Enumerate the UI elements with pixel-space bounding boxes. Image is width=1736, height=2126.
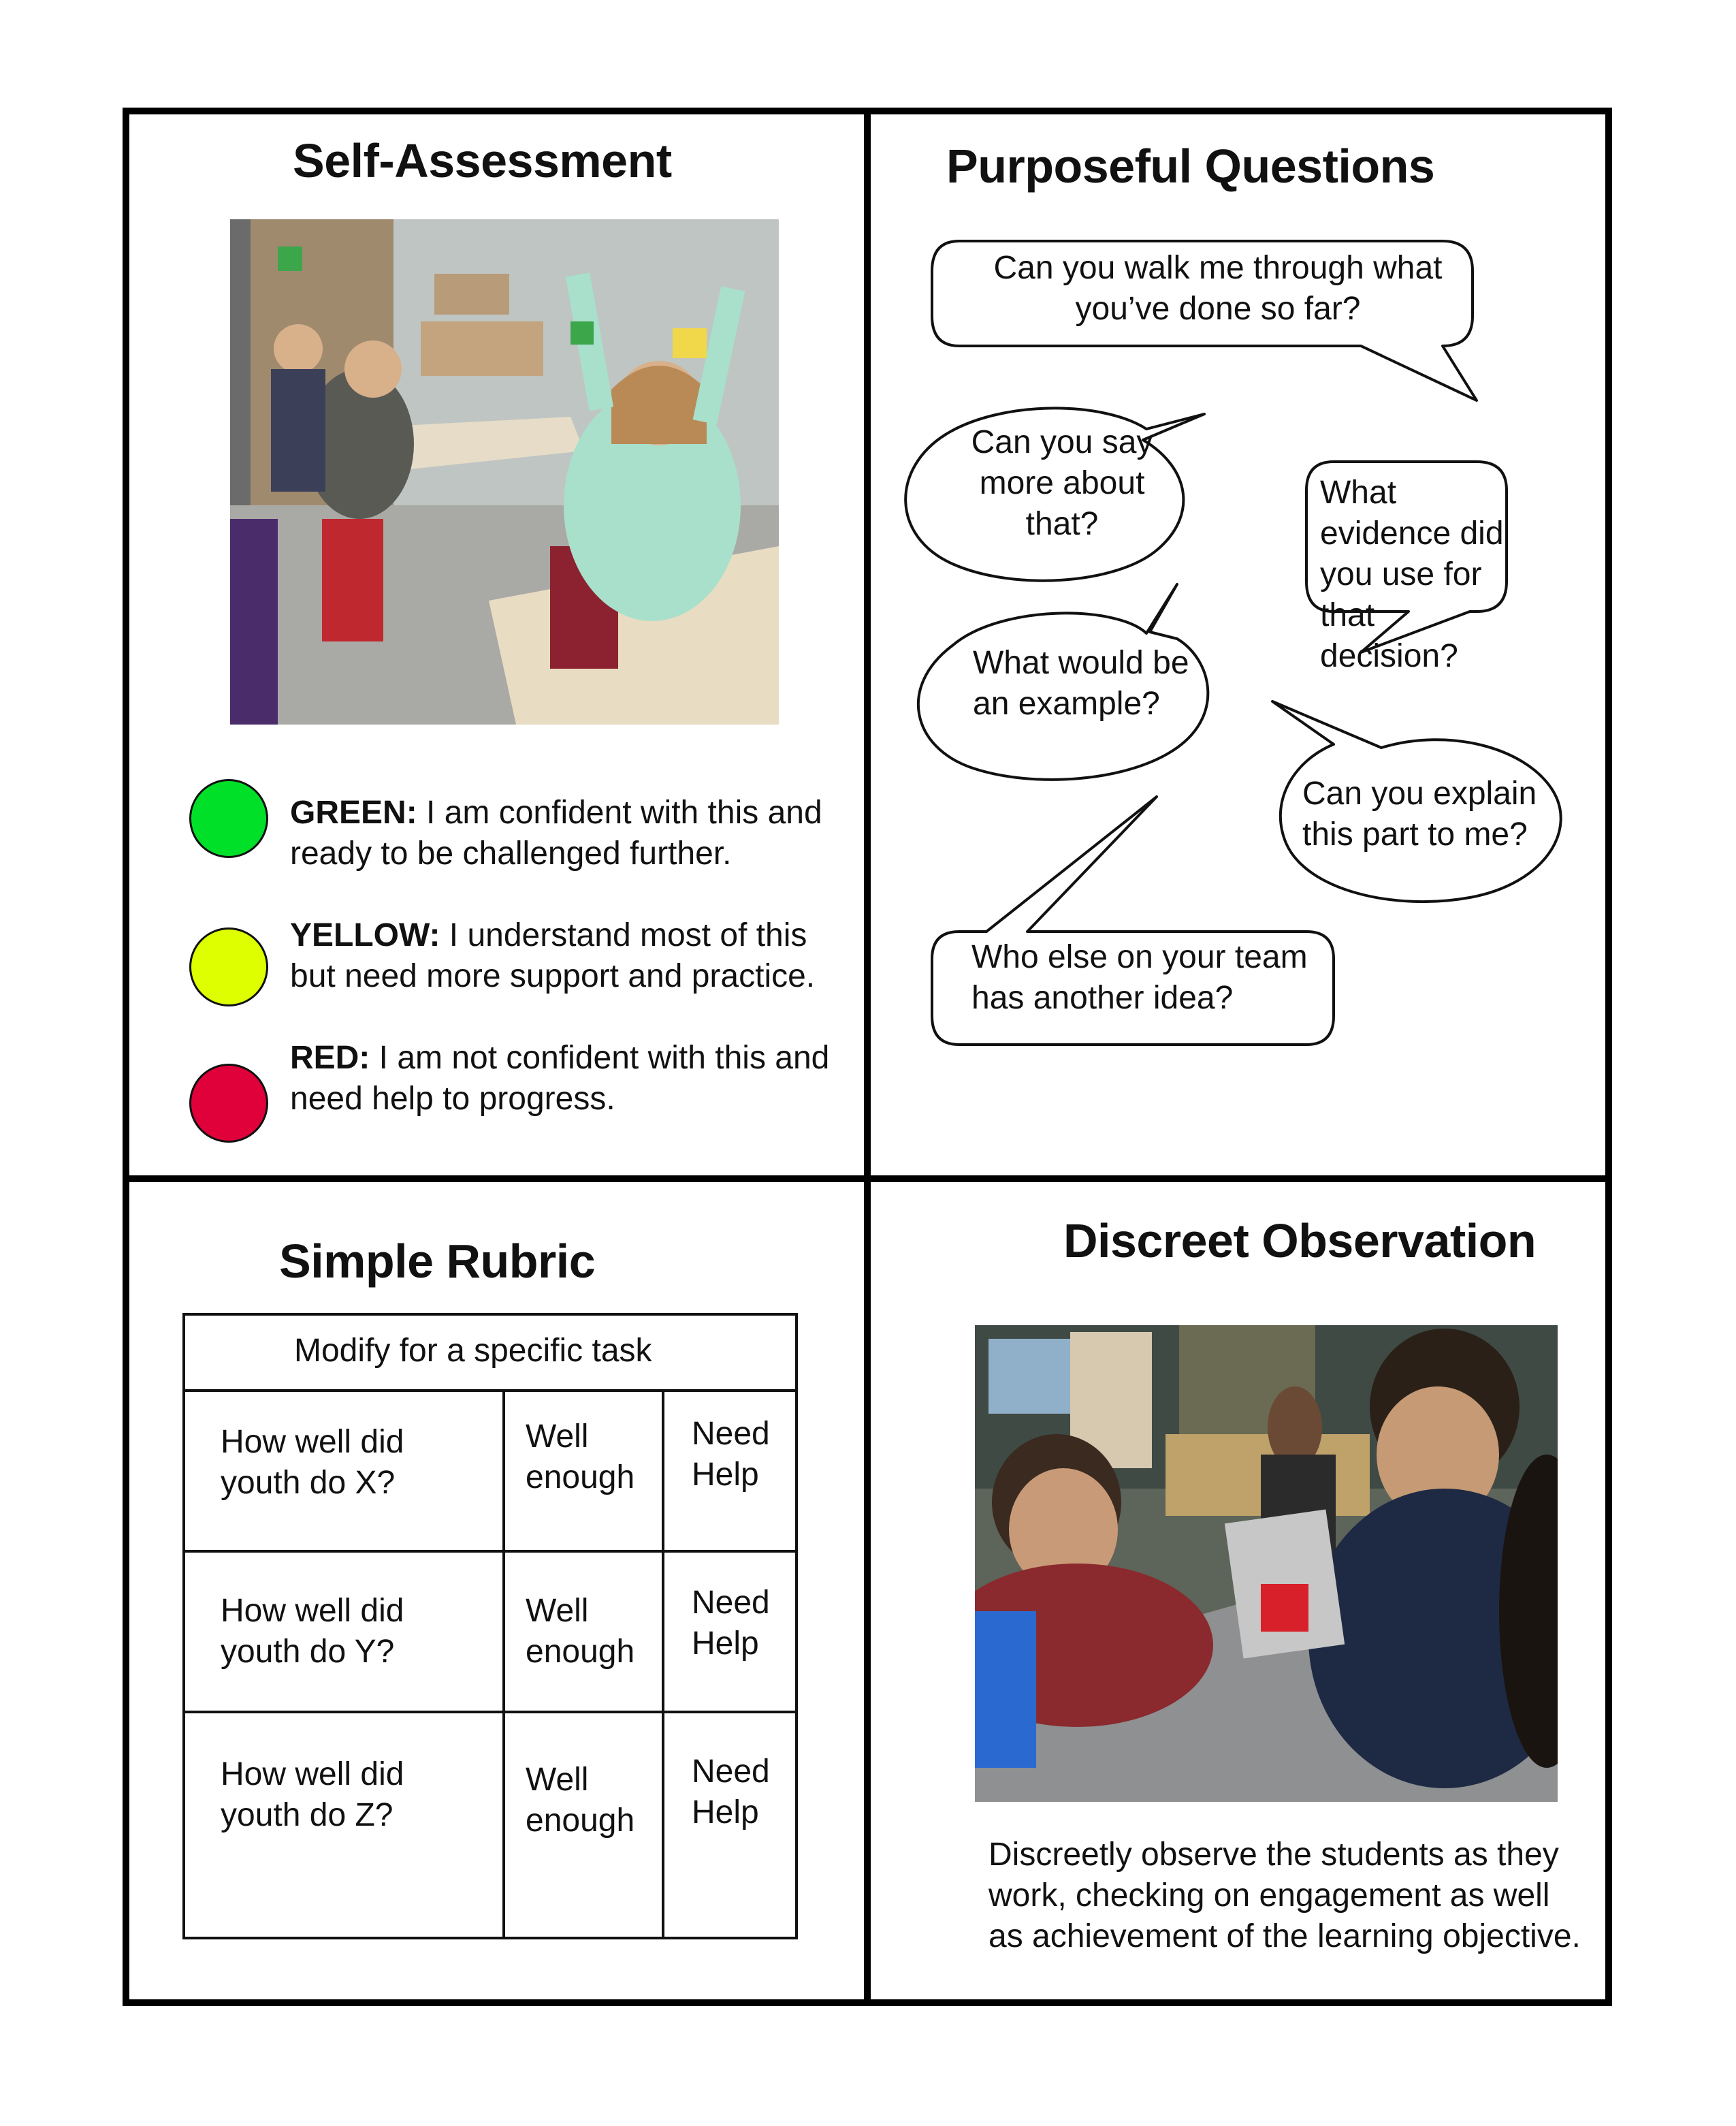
rubric-row-1-need-help: Need Help: [692, 1416, 770, 1493]
rubric-table: [182, 1313, 798, 1939]
rubric-header: Modify for a specific task: [294, 1333, 652, 1369]
yellow-circle-icon: [189, 927, 268, 1006]
simple-rubric-title: Simple Rubric: [279, 1235, 596, 1288]
self-assessment-title: Self-Assessment: [293, 134, 672, 187]
question-3: What evidence did you use for that decision?: [1320, 475, 1504, 674]
legend-red-description: I am not confident with this and need help to progress.: [290, 1040, 830, 1117]
classroom-photo-students-raising-cards: [230, 219, 779, 725]
question-2: Can you say more about that?: [971, 424, 1153, 542]
rubric-divider: [502, 1389, 505, 1939]
legend-yellow-text: [290, 915, 841, 997]
rubric-row-1-question: How well did youth do X?: [221, 1424, 404, 1501]
question-bubbles: [871, 114, 1612, 1175]
rubric-divider: [185, 1550, 795, 1553]
legend-yellow-label: YELLOW:: [290, 917, 440, 953]
question-6: Who else on your team has another idea?: [971, 939, 1308, 1016]
rubric-divider: [185, 1711, 795, 1713]
legend-green-text: [290, 793, 841, 874]
question-5: Can you explain this part to me?: [1302, 776, 1537, 853]
rubric-row-3-well-enough: Well enough: [526, 1762, 635, 1839]
question-4: What would be an example?: [973, 645, 1189, 722]
rubric-row-2-well-enough: Well enough: [526, 1593, 635, 1670]
observation-description: Discreetly observe the students as they work, checking on engagement as well as achievement of the learning objective.: [988, 1837, 1581, 1954]
horizontal-divider: [123, 1175, 1612, 1182]
green-circle-icon: [189, 779, 268, 858]
rubric-row-3-question: How well did youth do Z?: [221, 1756, 404, 1833]
classroom-photo-observation: [975, 1325, 1558, 1802]
rubric-divider: [662, 1389, 664, 1939]
question-1: Can you walk me through what you’ve done so far?: [993, 250, 1443, 327]
legend-green-label: GREEN:: [290, 795, 417, 831]
rubric-row-1-well-enough: Well enough: [526, 1418, 635, 1495]
rubric-divider: [185, 1389, 795, 1392]
legend-yellow: [189, 917, 843, 1009]
legend-green: [189, 779, 843, 872]
legend-red-text: [290, 1038, 841, 1120]
legend-yellow-description: I understand most of this but need more support and practice.: [290, 917, 816, 994]
rubric-row-2-need-help: Need Help: [692, 1585, 770, 1662]
legend-green-description: I am confident with this and ready to be challenged further.: [290, 795, 822, 872]
rubric-row-2-question: How well did youth do Y?: [221, 1593, 404, 1670]
legend-red-label: RED:: [290, 1040, 370, 1076]
purposeful-questions-title: Purposeful Questions: [946, 140, 1435, 193]
red-circle-icon: [189, 1064, 268, 1143]
vertical-divider: [864, 108, 871, 2006]
discreet-observation-title: Discreet Observation: [1063, 1214, 1537, 1267]
rubric-row-3-need-help: Need Help: [692, 1754, 770, 1830]
legend-red: [189, 1040, 843, 1145]
